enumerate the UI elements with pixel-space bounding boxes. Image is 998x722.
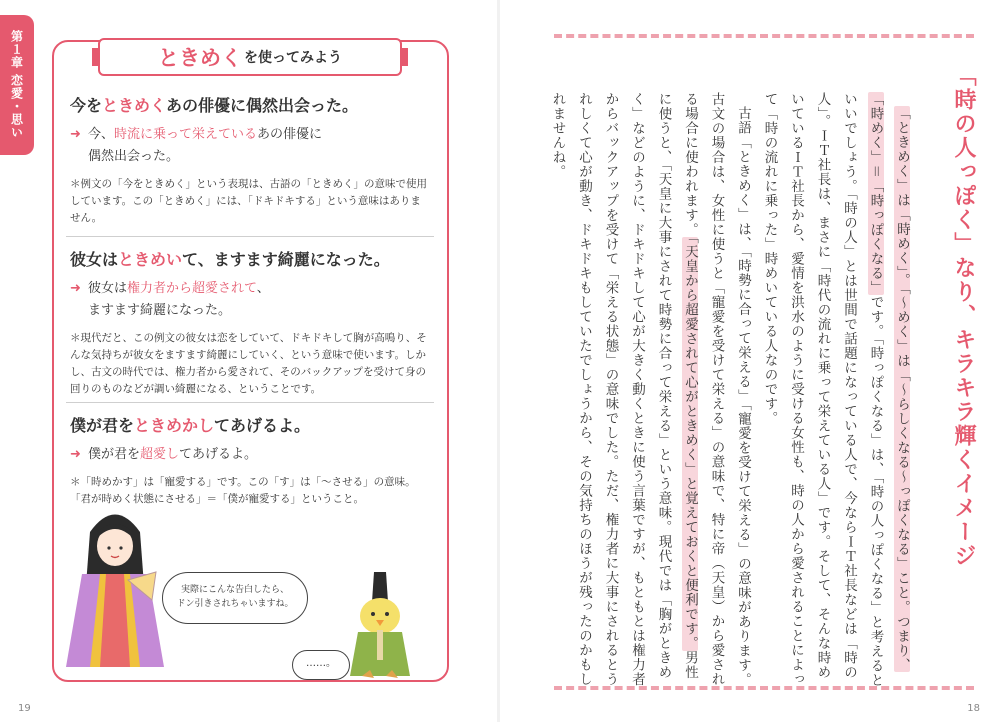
example-sentence: 今をときめくあの俳優に偶然出会った。 (70, 96, 359, 115)
arrow-right-icon: ➜ (70, 281, 81, 296)
body-text (549, 92, 915, 688)
dashed-border-top (554, 34, 974, 38)
paragraph-1: 「ときめく」は「時めく」。「〜めく」は「〜らしくなる〜っぽくなる」こと。つまり、「時めく」＝「時っぽくなる」です。「時っぽくなる」は、「時の人っぽくなる」と考えるといいでしょう。「時の人」とは世間で話題になっている人で、今ならＩＴ社長などは「時の人」。ＩＴ社長は、まさに「時代の流れに乗って栄えている人」です。そして、そんな時めいているＩＴ社長から、愛情を洪水のように受ける女性も、時の人から愛されることによって「時の流れに乗った」時めいている人なのです。 (761, 92, 910, 688)
example-note: ＊現代だと、この例文の彼女は恋をしていて、ドキドキして胸が高鳴り、そんな気持ちが彼女をますます綺麗にしていく、という意味で使います。しかし、古文の時代では、権力者から愛されて、そのバックアップを受けて身の回りのものなどが調い綺麗になる、ということです。 (70, 332, 427, 395)
arrow-right-icon: ➜ (70, 447, 81, 462)
example-sentence: 彼女はときめいて、ますます綺麗になった。 (70, 250, 390, 269)
page-number-right: 18 (967, 703, 980, 714)
bird-courtier-illustration (344, 572, 414, 682)
example-sentence: 僕が君をときめかしてあげるよ。 (70, 416, 311, 435)
heading-keyword: ときめく (158, 46, 242, 70)
divider (66, 402, 434, 403)
page-number-left: 19 (18, 703, 31, 714)
arrow-right-icon: ➜ (70, 127, 81, 142)
example-2 (70, 248, 430, 398)
example-1 (70, 94, 430, 227)
example-3 (70, 414, 430, 508)
section-title: 「時の人っぽく」なり、キラキラ輝くイメージ (951, 64, 976, 568)
heading-rest: を使ってみよう (244, 50, 342, 66)
right-page (499, 0, 998, 722)
example-note: ＊例文の「今をときめく」という表現は、古語の「ときめく」の意味で使用しています。この「ときめく」には、「ドキドキする」という意味はありません。 (70, 178, 427, 224)
example-note: ＊「時めかす」は「寵愛する」です。この「す」は「〜させる」の意味。「君が時めく状態にさせる」＝「僕が寵愛する」ということ。 (70, 476, 416, 505)
paragraph-2: 古語「ときめく」は、「時勢に合って栄える」「寵愛を受けて栄える」の意味があります。古文の場合は、女性に使うと「寵愛を受けて栄える」の意味で、特に帝（天皇）から愛される場合に使われます。「天皇から超愛されて心がときめく」と覚えておくと便利です。男性に使うと、「天皇に大事にされて時勢に合って栄える」という意味。現代では「胸がときめく」などのように、ドキドキして心が大きく動くときに使う言葉ですが、もともとは権力者からバックアップを受けて「栄える状態」の意味でした。ただ、権力者に大事にされるとうれしくて心が動き、ドキドキもしていたでしょうから、その気持ちのほうが残ったのかもしれませんね。 (549, 92, 751, 687)
heian-lady-illustration (60, 502, 170, 672)
example-translation: ➜ 僕が君を超愛してあげるよ。 (70, 444, 430, 466)
chapter-tab: 第１章 恋愛・思い (0, 15, 34, 155)
speech-bubble-main: 実際にこんな告白したら、 ドン引きされちゃいますね。 (162, 572, 308, 624)
example-card (52, 40, 449, 682)
card-heading (98, 38, 402, 76)
example-translation: ➜ 彼女は権力者から超愛されて、 ますます綺麗になった。 (70, 278, 430, 322)
example-translation: ➜ 今、時流に乗って栄えているあの俳優に 偶然出会った。 (70, 124, 430, 168)
divider (66, 236, 434, 237)
speech-bubble-small: ……。 (292, 650, 350, 680)
